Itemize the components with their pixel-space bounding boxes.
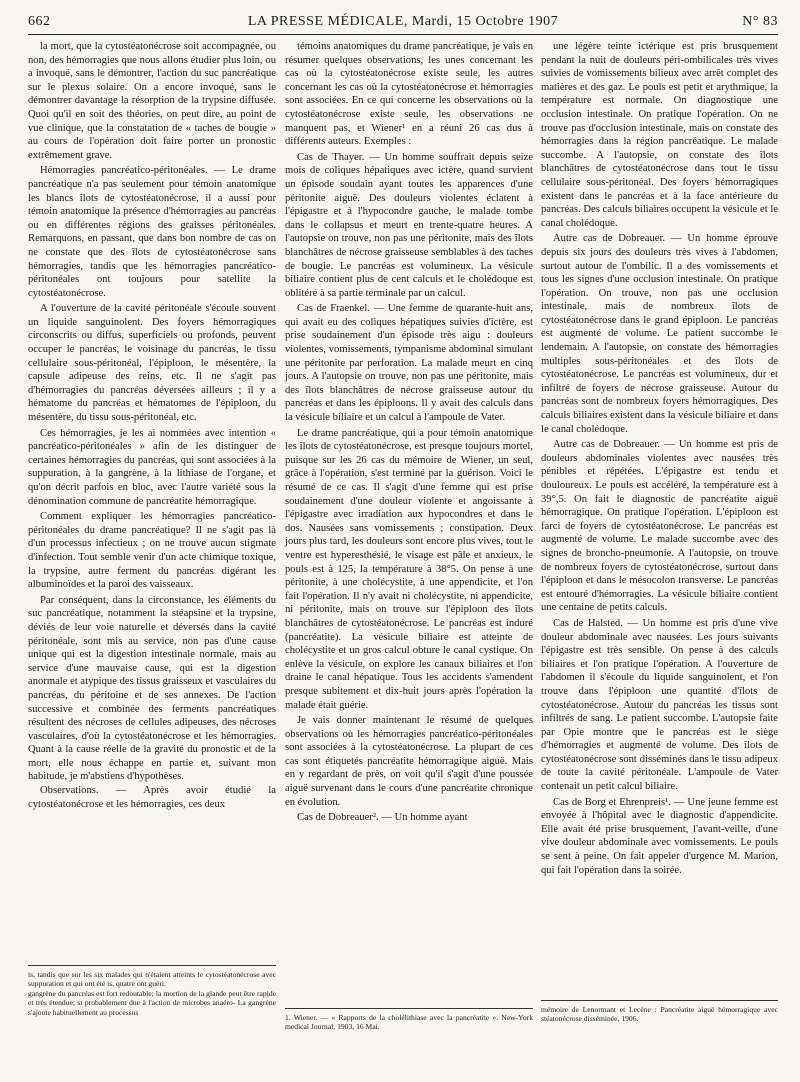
- page-number: 662: [28, 14, 51, 29]
- paragraph: Observations. — Après avoir étudié la cytostéatonécrose et les hémorragies, ces deux: [28, 785, 276, 810]
- column-1: [28, 40, 276, 811]
- paragraph: la mort, que la cytostéatonécrose soit accompagnée, ou non, des hémorragies que nous allons étudier plus loin, ou a invoqué, sans le démontrer, l'action du suc pancréatique sur le plexus solaire. On a encore invoqué, sans le démontrer davantage la résorption de la trypsine diffusée. Quoi qu'il en soit des théories, on peut dire, au point de vue clinique, que la constatation de « taches de bougie » au cours de l'opération doit faire porter un pronostic extrêmement grave.: [28, 41, 276, 161]
- paragraph: Je vais donner maintenant le résumé de quelques observations où les hémorragies pancréatico-péritonéales sont associées à la cytostéatonécrose. La plupart de ces cas sont étiquetés pancréatite hémorragique aiguë. Mais en y regardant de près, on voit qu'il s'agit d'une poussée aiguë survenant dans le cours d'une pancréatite chronique en évolution.: [285, 715, 533, 808]
- paragraph: Cas de Borg et Ehrenpreis¹. — Une jeune femme est envoyée à l'hôpital avec le diagnostic d'appendicite. Elle avait été prise brusquement, l'avant-veille, d'une vive douleur abdominale avec vomissements. Le pouls se sent à peine. On fait appeler d'urgence M. Marion, qui fait l'opération dans la soirée.: [541, 796, 778, 876]
- paragraph: témoins anatomiques du drame pancréatique, je vais en résumer quelques observations, les unes concernant les cas où la cytostéatonécrose existe seule, les autres concernant les cas où la cytostéatonécrose et hémorragies sont associées. En ce qui concerne les observations où la cytostéatonécrose existe seule, les observations ne manquent pas, et Wiener¹ en a réuni 26 cas dus à différents auteurs. Exemples :: [285, 41, 533, 148]
- column-3: [541, 40, 778, 877]
- paragraph: Cas de Fraenkel. — Une femme de quarante-huit ans, qui avait eu des coliques hépatiques suivies d'ictère, est prise soudainement d'un épisode très aigu : douleurs violentes, vomissements, tympanisme abdominal simulant une péritonite par perforation. La malade meurt en cinq jours. A l'autopsie on trouve, non pas une péritonite, mais des îlots blanchâtres de nécrose graisseuse autour du pancréas et dans les épiploons. Il y avait des calculs dans la vésicule biliaire et un calcul à l'ampoule de Vater.: [285, 303, 533, 424]
- issue-number: N° 83: [742, 14, 778, 29]
- paragraph: une légère teinte ictérique est pris brusquement pendant la nuit de douleurs péri-ombilicales très vives suivies de vomissements bilieux avec arrêt complet des matières et des gaz. Le pouls est petit et arythmique, la température est normale. On diagnostique une occlusion intestinale. On pratique l'opération. On ne trouve pas d'occlusion intestinale, mais on constate des hémorragies dans la région pancréatique. Le malade succombe. A l'autopsie, on constate des îlots blanchâtres de cytostéatonécrose dans tout le tissu cellulaire sous-péritonéal. Des foyers hémorragiques existent dans le pancréas et à la face antérieure du pancréas. Des calculs biliaires occupent la vésicule et le canal cholédoque.: [541, 41, 778, 229]
- footnote: 1. Wiener. — « Rapports de la cholélithiase avec la pancréatite ». New-York medical Journal, 1903, 16 Mai.: [285, 1013, 533, 1032]
- paragraph: Ces hémorragies, je les ai nommées avec intention « pancréatico-péritonéales » afin de les distinguer de certaines hémorragies du pancréas, qui sont associées à la suppuration, à la gangrène, à la lithiase de l'organe, et qu'on décrit parfois en bloc, avec l'autre variété sous la dénomination commune de pancréatite hémorragique.: [28, 427, 276, 507]
- paragraph: Cas de Halsted. — Un homme est pris d'une vive douleur abdominale avec nausées. Les jours suivants l'épigastre est très sensible. On pense à des calculs biliaires et l'on pratique l'opération. A l'ouverture de l'abdomen il s'écoule du liquide sanguinolent, et l'on trouve dans l'épiploon une quantité d'îlots de cytostéatonécrose. Autour du pancréas les tissus sont infiltrés de sang. Le patient succombe. L'autopsie faite par Opie montre que le pancréas est le siège d'hémorragies et augmenté de volume. Des îlots de cytostéatonécrose sont disséminés dans le tissu adipeux de toute la cavité péritonéale. L'ampoule de Vater contenait un petit calcul biliaire.: [541, 617, 778, 793]
- footnote: is, tandis que sur les six malades qui n'étaient atteints le cytostéatonécrose avec suppuration et qui ont été is, quatre ont guéri.: [28, 970, 276, 989]
- footnotes-col2: [285, 1008, 533, 1032]
- footnotes-col3: [541, 1000, 778, 1024]
- column-2: [285, 40, 533, 825]
- paragraph: Cas de Dobreauer². — Un homme ayant: [297, 812, 468, 824]
- paragraph: Cas de Thayer. — Un homme souffrait depuis seize mois de coliques hépatiques avec ictère, quand survient un épisode soudain ayant toutes les apparences d'une péritonite aiguë. Des douleurs violentes éclatent à l'épigastre et à l'hypocondre gauche, le malade tombe dans le collapsus et meurt en trente-quatre heures. A l'autopsie on trouve, non pas une péritonite, mais des îlots blanchâtres de nécrose graisseuse semblables à des taches de bougie. Le pancréas est volumineux. La vésicule biliaire contient plus de cent calculs et le cholédoque est oblitéré à sa partie terminale par un calcul.: [285, 151, 533, 299]
- running-header: [28, 14, 778, 35]
- footnote: mémoire de Lenormant et Lecène : Pancréatite aiguë hémorragique avec stéatonécrose disséminée, 1906.: [541, 1005, 778, 1024]
- footnotes-col1: [28, 965, 276, 1017]
- paragraph: Comment expliquer les hémorragies pancréatico-péritonéales du drame pancréatique? Il ne s'agit pas là d'un processus infectieux ; on ne trouve aucun stigmate d'infection. Tout semble venir d'un acte chimique toxique, la trypsine, autre ferment du pancréas digérant les albuminoïdes et la paroi des vaisseaux.: [28, 511, 276, 591]
- paragraph: Le drame pancréatique, qui a pour témoin anatomique les îlots de cytostéatonécrose, est presque toujours mortel, puisque sur les 26 cas du mémoire de Wiener, un seul, grâce à l'opération, s'est terminé par la guérison. Voici le résumé de ce cas. Il s'agit d'une femme qui est prise soudainement d'une douleur violente et angoissante à l'épigastre avec irradiation aux hypocondres et dans le dos. Nausées sans vomissements ; constipation. Deux jours plus tard, les douleurs sont encore plus vives, tout le ventre est hyperesthésié, le visage est pâle et anxieux, le pouls est à 125, la température à 38°5. On pense à une péritonite, à une cholécystite, à une appendicite, et l'on fait l'opération. Il n'y avait ni cholécystite, ni appendicite, ni péritonite, mais on trouve sur l'épiploon des îlots blanchâtres de cytostéatonécrose. Le pancréas est induré (pancréatite). La vésicule biliaire est atteinte de cholécystite et un gros calcul obture le canal cystique. On enlève la vésicule, on explore les canaux biliaires et l'on draine le canal hépatique. Tous les accidents s'amendent presque subitement et dix-huit jours après l'opération la malade était guérie.: [285, 427, 533, 711]
- footnote: gangrène du pancréas est fort redoutable; la mortion de la glande peut être rapide et très étendue; st probablement due à l'action de microbes anaéro- La gangrène s'ajoute habituellement au processus: [28, 988, 276, 1017]
- paragraph: Hémorragies pancréatico-péritonéales. — Le drame pancréatique n'a pas seulement pour témoin anatomique les blancs îlots de cytostéatonécrose, il a aussi pour témoin anatomique la présence d'hémorragies au pancréas ou en différentes régions des graisses péritonéales. Remarquons, en passant, que dans bon nombre de cas on ne constate que des îlots de cytostéatonécrose sans hémorragies, tandis que les hémorragies pancréatico-péritonéales ont toujours pour satellite la cytostéatonécrose.: [28, 165, 276, 299]
- paragraph: Par conséquent, dans la circonstance, les éléments du suc pancréatique, notamment la stéapsine et la trypsine, déviés de leur voie naturelle et déversés dans la cavité péritonéale, sont mis au service, non pas d'une cause unique qui est la digestion intestinale normale, mais au service d'une mauvaise cause, qui est la digestion anormale et atypique des tissus graisseux et vasculaires du pancréas, du péritoine et de ses annexes. De l'action successive et combinée des ferments pancréatiques résultent des nécroses de cellules adipeuses, des nécroses vasculaires, d'où la cytostéatonécrose et les hémorragies. Quant à la cause réelle de la gravité du pronostic et de la mort, elle nous échappe en partie et, suivant mon habitude, je m'abstiens d'hypothèses.: [28, 594, 276, 783]
- paragraph: Autre cas de Dobreauer. — Un homme est pris de douleurs abdominales violentes avec nausées très pénibles et répétées. L'épigastre est tendu et douloureux. Le pouls est accéléré, la température est à 39°,5. On fait le diagnostic de pancréatite aiguë hémorragique. On pratique l'opération. L'épiploon est farci de foyers de cytostéatonécrose. Le pancréas est augmenté de volume. Le malade succombe avec des signes de broncho-pneumonie. A l'autopsie, on trouve de nombreux foyers de cytostéatonécrose, surtout dans l'épiploon et dans le mésocolon transverse. Le pancréas est entouré d'hémorragies. La vésicule biliaire contient une centaine de petits calculs.: [541, 439, 778, 614]
- journal-title: LA PRESSE MÉDICALE, Mardi, 15 Octobre 1907: [247, 14, 559, 29]
- paragraph: Autre cas de Dobreauer. — Un homme éprouve depuis six jours des douleurs très vives à l'abdomen, surtout autour de l'ombilic. Il a des vomissements et tous les signes d'une occlusion intestinale. On pratique l'opération. On trouve, non pas une occlusion intestinale, mais de nombreux îlots de cytostéatonécrose dans le grand épiploon. Le pancréas est augmenté de volume. Le patient succombe le lendemain. A l'autopsie, on constate des hémorragies multiples sous-péritonéales et des îlots de cytostéatonécrose. Le pancréas est volumineux, dur et infiltré de foyers de nécrose graisseuse. Autour du pancréas sont de nombreux foyers hémorragiques. Des calculs biliaires existent dans la vésicule biliaire et dans le canal cholédoque.: [541, 233, 778, 435]
- paragraph: A l'ouverture de la cavité péritonéale s'écoule souvent un liquide sanguinolent. Des foyers hémorragiques circonscrits ou diffus, superficiels ou profonds, peuvent occuper le pancréas, le voisinage du pancréas, le tissu cellulaire sous-péritonéal, l'épiploon, le mésentère, la capsule adipeuse des reins, etc. Il ne s'agit pas d'hémorragies du pancréas déversées ailleurs ; il y a hématome du pancréas et hématomes de l'épiploon, du mésentère, du tissu sous-péritonéal, etc.: [28, 303, 276, 424]
